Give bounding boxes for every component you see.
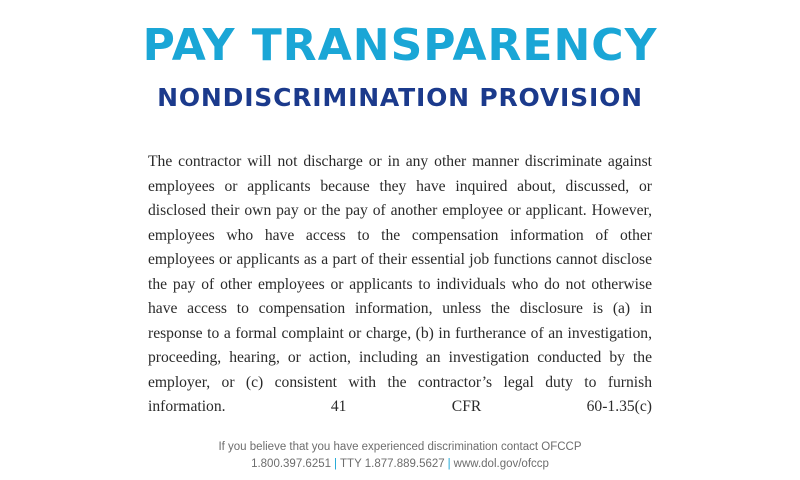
page-title: PAY TRANSPARENCY	[142, 20, 658, 71]
footer-contact	[0, 439, 800, 473]
footer-separator: |	[334, 458, 338, 470]
page-subtitle: NONDISCRIMINATION PROVISION	[157, 83, 643, 112]
footer-separator: |	[447, 458, 451, 470]
footer-phone: 1.800.397.6251	[251, 458, 332, 470]
footer-notice: If you believe that you have experienced discrimination contact OFCCP	[218, 441, 582, 453]
footer-website-link[interactable]: www.dol.gov/ofccp	[453, 458, 549, 470]
footer-contact-line	[0, 456, 800, 473]
footer-tty: TTY 1.877.889.5627	[340, 458, 445, 470]
provision-body-text: The contractor will not discharge or in any other manner discriminate against employees or applicants because they have inquired about, discussed, or disclosed their own pay or the pay of another employee or applicant. However, employees who have access to the compensation information of other employees or applicants as a part of their essential job functions cannot disclose the pay of other employees or applicants to individuals who do not otherwise have access to compensation information, unless the disclosure is (a) in response to a formal complaint or charge, (b) in furtherance of an investigation, proceeding, hearing, or action, including an investigation conducted by the employer, or (c) consistent with the contractor’s legal duty to furnish information. 41 CFR 60-1.35(c)	[148, 153, 652, 415]
